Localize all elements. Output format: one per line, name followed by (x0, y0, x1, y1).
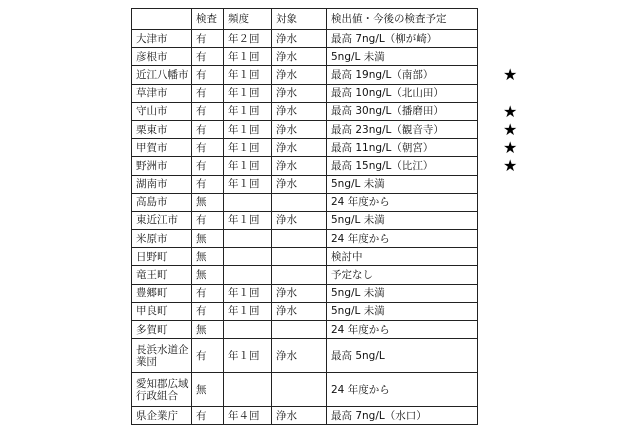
result-cell: 最高 30ng/L（播磨田） (327, 102, 478, 120)
table-row (132, 266, 478, 284)
table-row (132, 302, 478, 320)
municipality-cell: 東近江市 (132, 211, 192, 229)
target-cell: 浄水 (272, 339, 327, 373)
inspection-cell: 有 (192, 175, 224, 193)
star-marker: ★ (503, 138, 518, 157)
result-cell: 24 年度から (327, 321, 478, 339)
inspection-cell: 有 (192, 66, 224, 84)
result-cell: 最高 5ng/L (327, 339, 478, 373)
municipality-cell: 愛知郡広域行政組合 (132, 373, 192, 407)
municipality-cell: 多賀町 (132, 321, 192, 339)
inspection-cell: 有 (192, 84, 224, 102)
municipality-cell: 県企業庁 (132, 407, 192, 425)
inspection-cell: 有 (192, 102, 224, 120)
frequency-cell: 年１回 (224, 284, 272, 302)
frequency-cell: 年１回 (224, 211, 272, 229)
target-cell: 浄水 (272, 102, 327, 120)
document-page (131, 8, 478, 425)
star-marker: ★ (503, 65, 518, 84)
inspection-cell: 有 (192, 407, 224, 425)
target-cell: 浄水 (272, 30, 327, 48)
table-body (132, 30, 478, 425)
result-cell: 検討中 (327, 248, 478, 266)
inspection-cell: 有 (192, 339, 224, 373)
result-cell: 最高 19ng/L（南部） (327, 66, 478, 84)
result-cell: 最高 11ng/L（朝宮） (327, 139, 478, 157)
frequency-cell: 年１回 (224, 339, 272, 373)
target-cell: 浄水 (272, 284, 327, 302)
frequency-cell: 年１回 (224, 84, 272, 102)
result-cell: 5ng/L 未満 (327, 284, 478, 302)
municipality-cell: 栗東市 (132, 120, 192, 138)
table-row (132, 157, 478, 175)
inspection-cell: 有 (192, 139, 224, 157)
target-cell (272, 373, 327, 407)
target-cell (272, 248, 327, 266)
star-marker: ★ (503, 120, 518, 139)
table-row (132, 84, 478, 102)
result-cell: 24 年度から (327, 193, 478, 211)
target-cell: 浄水 (272, 407, 327, 425)
municipality-cell: 高島市 (132, 193, 192, 211)
target-cell: 浄水 (272, 175, 327, 193)
frequency-cell (224, 230, 272, 248)
municipality-cell: 湖南市 (132, 175, 192, 193)
frequency-cell (224, 248, 272, 266)
result-cell: 最高 7ng/L（水口） (327, 407, 478, 425)
table-row (132, 48, 478, 66)
frequency-cell: 年１回 (224, 120, 272, 138)
result-cell: 予定なし (327, 266, 478, 284)
table-row (132, 248, 478, 266)
header-inspection: 検査 (192, 9, 224, 30)
result-cell: 最高 7ng/L（柳が崎） (327, 30, 478, 48)
inspection-cell: 無 (192, 266, 224, 284)
inspection-cell: 有 (192, 30, 224, 48)
inspection-cell: 有 (192, 284, 224, 302)
header-frequency: 頻度 (224, 9, 272, 30)
frequency-cell: 年２回 (224, 30, 272, 48)
result-cell: 24 年度から (327, 373, 478, 407)
table-row (132, 284, 478, 302)
target-cell (272, 266, 327, 284)
table-row (132, 30, 478, 48)
target-cell: 浄水 (272, 66, 327, 84)
target-cell (272, 321, 327, 339)
table-row (132, 139, 478, 157)
inspection-cell: 無 (192, 230, 224, 248)
frequency-cell: 年１回 (224, 102, 272, 120)
table-row (132, 120, 478, 138)
frequency-cell: 年１回 (224, 48, 272, 66)
inspection-cell: 有 (192, 48, 224, 66)
result-cell: 24 年度から (327, 230, 478, 248)
table-row (132, 102, 478, 120)
target-cell: 浄水 (272, 211, 327, 229)
result-cell: 5ng/L 未満 (327, 175, 478, 193)
water-inspection-table (131, 8, 478, 425)
municipality-cell: 甲賀市 (132, 139, 192, 157)
result-cell: 5ng/L 未満 (327, 211, 478, 229)
frequency-cell: 年１回 (224, 157, 272, 175)
municipality-cell: 守山市 (132, 102, 192, 120)
municipality-cell: 大津市 (132, 30, 192, 48)
target-cell: 浄水 (272, 48, 327, 66)
frequency-cell: 年１回 (224, 302, 272, 320)
result-cell: 最高 15ng/L（比江） (327, 157, 478, 175)
table-row (132, 66, 478, 84)
municipality-cell: 豊郷町 (132, 284, 192, 302)
header-target: 対象 (272, 9, 327, 30)
municipality-cell: 米原市 (132, 230, 192, 248)
municipality-cell: 竜王町 (132, 266, 192, 284)
result-cell: 5ng/L 未満 (327, 48, 478, 66)
result-cell: 最高 10ng/L（北山田） (327, 84, 478, 102)
frequency-cell: 年１回 (224, 139, 272, 157)
target-cell: 浄水 (272, 139, 327, 157)
table-row (132, 373, 478, 407)
municipality-cell: 甲良町 (132, 302, 192, 320)
inspection-cell: 無 (192, 321, 224, 339)
frequency-cell (224, 193, 272, 211)
header-municipality (132, 9, 192, 30)
star-marker: ★ (503, 156, 518, 175)
target-cell: 浄水 (272, 84, 327, 102)
municipality-cell: 日野町 (132, 248, 192, 266)
target-cell (272, 230, 327, 248)
table-row (132, 321, 478, 339)
municipality-cell: 彦根市 (132, 48, 192, 66)
table-row (132, 193, 478, 211)
table-row (132, 211, 478, 229)
frequency-cell: 年１回 (224, 66, 272, 84)
municipality-cell: 草津市 (132, 84, 192, 102)
inspection-cell: 有 (192, 120, 224, 138)
header-row (132, 9, 478, 30)
inspection-cell: 有 (192, 157, 224, 175)
municipality-cell: 野洲市 (132, 157, 192, 175)
table-row (132, 339, 478, 373)
frequency-cell (224, 321, 272, 339)
table-row (132, 230, 478, 248)
inspection-cell: 無 (192, 248, 224, 266)
target-cell: 浄水 (272, 120, 327, 138)
header-result: 検出値・今後の検査予定 (327, 9, 478, 30)
frequency-cell (224, 266, 272, 284)
inspection-cell: 有 (192, 302, 224, 320)
result-cell: 5ng/L 未満 (327, 302, 478, 320)
table-row (132, 175, 478, 193)
frequency-cell: 年４回 (224, 407, 272, 425)
municipality-cell: 近江八幡市 (132, 66, 192, 84)
frequency-cell (224, 373, 272, 407)
inspection-cell: 無 (192, 193, 224, 211)
result-cell: 最高 23ng/L（観音寺） (327, 120, 478, 138)
inspection-cell: 有 (192, 211, 224, 229)
target-cell: 浄水 (272, 302, 327, 320)
inspection-cell: 無 (192, 373, 224, 407)
table-row (132, 407, 478, 425)
target-cell: 浄水 (272, 157, 327, 175)
star-marker: ★ (503, 102, 518, 121)
target-cell (272, 193, 327, 211)
frequency-cell: 年１回 (224, 175, 272, 193)
municipality-cell: 長浜水道企業団 (132, 339, 192, 373)
